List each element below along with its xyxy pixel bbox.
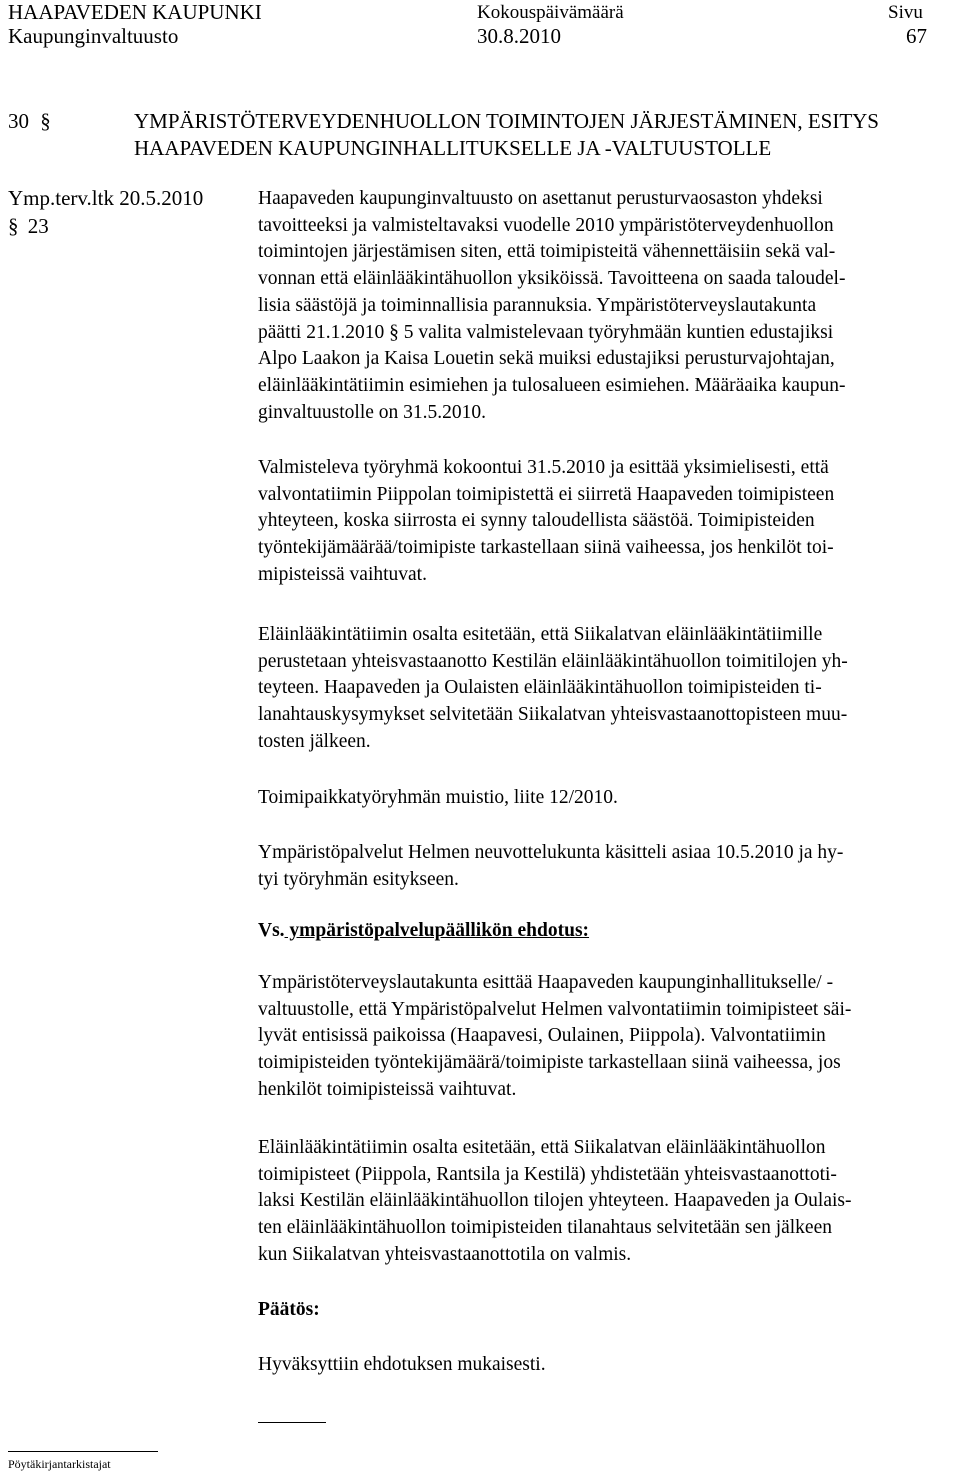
paragraph-line: valvontatiimin Piippolan toimipistettä ei siirretä Haapaveden toimipisteen bbox=[258, 483, 835, 505]
reference-number-value: 23 bbox=[27, 214, 49, 238]
paragraph-line: perustetaan yhteisvastaanotto Kestilän eläinlääkintähuollon toimitilojen yh- bbox=[258, 650, 848, 672]
footer-label: Pöytäkirjantarkistajat bbox=[8, 1457, 111, 1471]
reference-symbol: § bbox=[8, 214, 19, 238]
page-number: 67 bbox=[906, 24, 927, 48]
paragraph-line: Eläinlääkintätiimin osalta esitetään, että Siikalatvan eläinlääkintätiimille bbox=[258, 624, 823, 645]
paragraph-line: mipisteissä vaihtuvat. bbox=[258, 563, 427, 585]
paragraph-line: Valmisteleva työryhmä kokoontui 31.5.2010 ja esittää yksimielisesti, että bbox=[258, 457, 829, 478]
section-title-line-1: YMPÄRISTÖTERVEYDENHUOLLON TOIMINTOJEN JÄRJESTÄMINEN, ESITYS bbox=[134, 109, 879, 133]
meeting-date: 30.8.2010 bbox=[477, 24, 561, 48]
paragraph-line: teyteen. Haapaveden ja Oulaisten eläinlääkintähuollon toimipisteiden ti- bbox=[258, 677, 822, 699]
paragraph-line: tosten jälkeen. bbox=[258, 730, 371, 752]
paragraph-line: toimipisteiden työntekijämäärä/toimipiste tarkastellaan siinä vaiheessa, jos bbox=[258, 1052, 841, 1074]
paragraph-line: laksi Kestilän eläinlääkintähuollon tilojen yhteyteen. Haapaveden ja Oulais- bbox=[258, 1190, 852, 1212]
proposal-heading-prefix: Vs. bbox=[258, 920, 285, 941]
separator-line bbox=[258, 1422, 326, 1423]
reference-line: Ymp.terv.ltk 20.5.2010 bbox=[8, 186, 204, 210]
proposal-heading bbox=[258, 918, 948, 945]
paragraph-line: lisia säästöjä ja toiminnallisia parannuksia. Ympäristöterveyslautakunta bbox=[258, 294, 817, 316]
paragraph-line: Haapaveden kaupunginvaltuusto on asettanut perusturvaosaston yhdeksi bbox=[258, 188, 823, 209]
paragraph-line: toimipisteet (Piippola, Rantsila ja Kestilä) yhdistetään yhteisvastaanottoti- bbox=[258, 1163, 837, 1185]
date-label: Kokouspäivämäärä bbox=[477, 2, 624, 23]
section-number-value: 30 bbox=[8, 109, 29, 133]
paragraph-1 bbox=[258, 186, 948, 426]
paragraph-line: Eläinlääkintätiimin osalta esitetään, että Siikalatvan eläinlääkintähuollon bbox=[258, 1137, 826, 1158]
section-symbol: § bbox=[40, 109, 51, 133]
page-label: Sivu bbox=[888, 2, 923, 23]
org-name: HAAPAVEDEN KAUPUNKI bbox=[8, 0, 262, 24]
paragraph-line: ginvaltuustolle on 31.5.2010. bbox=[258, 401, 487, 423]
paragraph-4 bbox=[258, 785, 948, 812]
proposal-paragraph-1 bbox=[258, 970, 948, 1104]
paragraph-line: henkilöt toimipisteissä vaihtuvat. bbox=[258, 1078, 517, 1100]
paragraph-line: eläinlääkintätiimin esimiehen ja tulosalueen esimiehen. Määräaika kaupun- bbox=[258, 374, 846, 396]
paragraph-line: vonnan että eläinlääkintähuollon yksiköissä. Tavoitteena on saada taloudel- bbox=[258, 268, 846, 290]
paragraph-line: Alpo Laakon ja Kaisa Louetin sekä muiksi edustajiksi perusturvajohtajan, bbox=[258, 348, 835, 370]
paragraph-line: lyvät entisissä paikoissa (Haapavesi, Oulainen, Piippola). Valvontatiimin bbox=[258, 1025, 826, 1047]
paragraph-line: tyi työryhmän esitykseen. bbox=[258, 868, 459, 890]
decision-text: Hyväksyttiin ehdotuksen mukaisesti. bbox=[258, 1354, 546, 1375]
proposal-paragraph-2 bbox=[258, 1135, 948, 1269]
paragraph-line: työntekijämäärää/toimipiste tarkastellaan siinä vaiheessa, jos henkilöt toi- bbox=[258, 537, 834, 559]
paragraph-line: Ympäristöpalvelut Helmen neuvottelukunta käsitteli asiaa 10.5.2010 ja hy- bbox=[258, 842, 844, 863]
proposal-heading-rest: ympäristöpalvelupäällikön ehdotus: bbox=[284, 920, 590, 941]
paragraph-line: ten eläinlääkintähuollon toimipisteiden tilanahtaus selvitetään sen jälkeen bbox=[258, 1217, 832, 1239]
paragraph-line: yhteyteen, koska siirrosta ei synny taloudellista säästöä. Toimipisteiden bbox=[258, 510, 815, 532]
paragraph-line: valtuustolle, että Ympäristöpalvelut Helmen valvontatiimin toimipisteet säi- bbox=[258, 998, 852, 1020]
reference-number bbox=[8, 214, 49, 239]
body-name: Kaupunginvaltuusto bbox=[8, 24, 179, 48]
paragraph-line: lanahtauskysymykset selvitetään Siikalatvan yhteisvastaanottopisteen muu- bbox=[258, 704, 848, 726]
paragraph-line: toimintojen järjestämisen siten, että toimipisteitä vähennettäisiin sekä val- bbox=[258, 241, 836, 263]
section-title-line-2: HAAPAVEDEN KAUPUNGINHALLITUKSELLE JA -VALTUUSTOLLE bbox=[134, 136, 772, 160]
footer-rule bbox=[8, 1451, 158, 1452]
paragraph-line: päätti 21.1.2010 § 5 valita valmistelevaan työryhmään kuntien edustajiksi bbox=[258, 321, 834, 343]
paragraph-line: tavoitteeksi ja valmisteltavaksi vuodelle 2010 ympäristöterveydenhuollon bbox=[258, 214, 834, 236]
paragraph-2 bbox=[258, 455, 948, 589]
paragraph-5 bbox=[258, 840, 948, 893]
paragraph-line: Toimipaikkatyöryhmän muistio, liite 12/2010. bbox=[258, 787, 618, 808]
paragraph-3 bbox=[258, 622, 948, 756]
section-number bbox=[8, 108, 51, 135]
decision-heading: Päätös: bbox=[258, 1299, 320, 1320]
paragraph-line: Ympäristöterveyslautakunta esittää Haapaveden kaupunginhallitukselle/ - bbox=[258, 972, 834, 993]
paragraph-line: kun Siikalatvan yhteisvastaanottotila on valmis. bbox=[258, 1243, 632, 1265]
